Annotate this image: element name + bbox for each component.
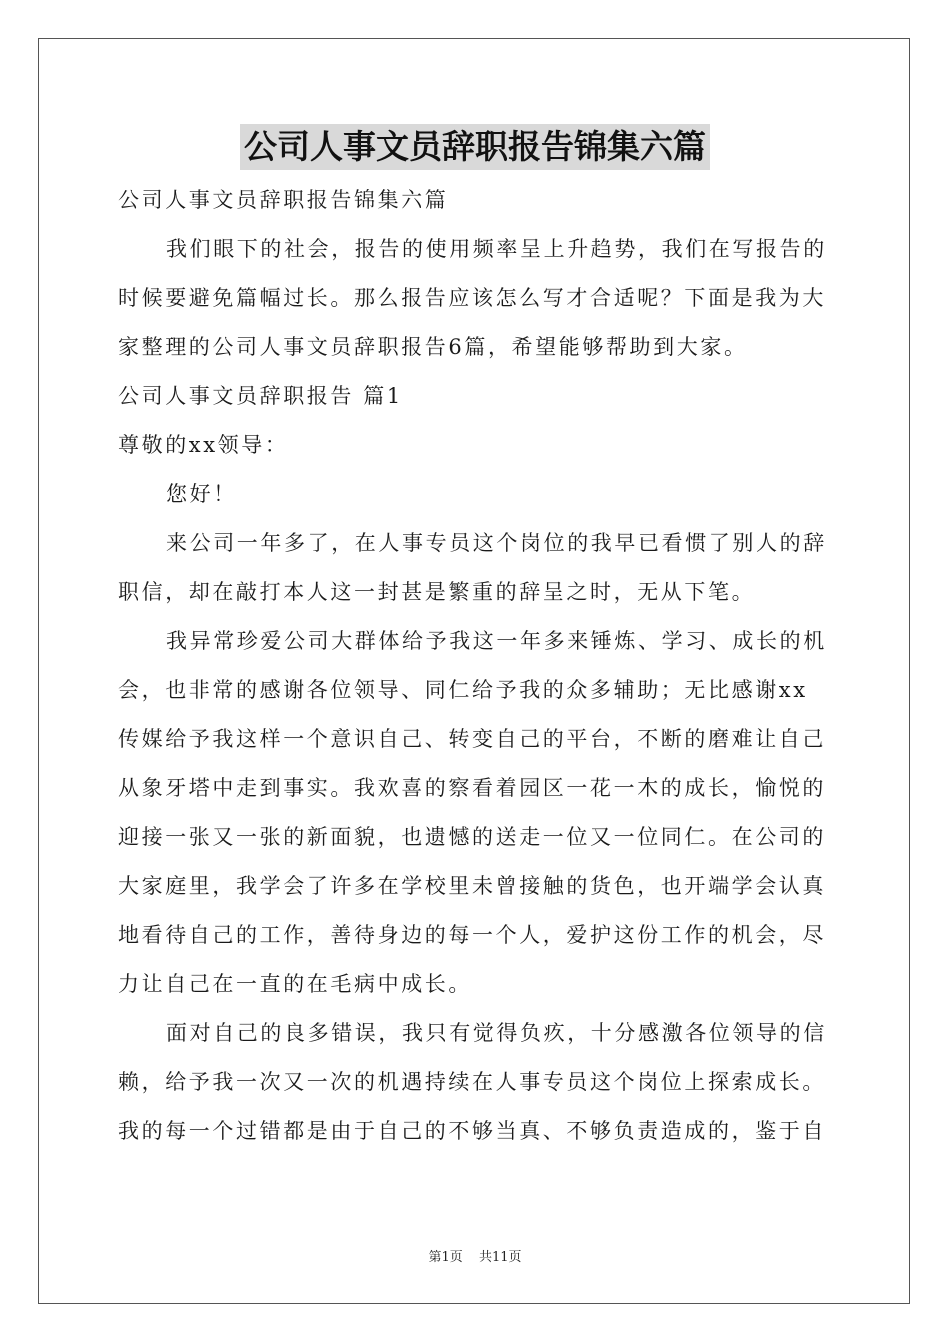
text-line: 面对自己的良多错误，我只有觉得负疚，十分感激各位领导的信 bbox=[166, 1021, 827, 1045]
text-line: 会，也非常的感谢各位领导、同仁给予我的众多辅助；无比感谢xx bbox=[118, 678, 808, 702]
text-line: 力让自己在一直的在毛病中成长。 bbox=[118, 972, 472, 996]
page-footer bbox=[0, 1246, 950, 1265]
text-line: 迎接一张又一张的新面貌，也遗憾的送走一位又一位同仁。在公司的 bbox=[118, 825, 826, 849]
text-line: 家整理的公司人事文员辞职报告6篇，希望能够帮助到大家。 bbox=[118, 335, 748, 359]
text-line: 时候要避免篇幅过长。那么报告应该怎么写才合适呢？下面是我为大 bbox=[118, 286, 826, 310]
page-current: 第1页 bbox=[428, 1250, 463, 1265]
text-line: 我异常珍爱公司大群体给予我这一年多来锤炼、学习、成长的机 bbox=[166, 629, 827, 653]
text-line: 我们眼下的社会，报告的使用频率呈上升趋势，我们在写报告的 bbox=[166, 237, 827, 261]
text-line: 尊敬的xx领导： bbox=[118, 433, 289, 457]
text-line: 您好！ bbox=[166, 482, 237, 506]
text-line: 地看待自己的工作，善待身边的每一个人，爱护这份工作的机会，尽 bbox=[118, 923, 826, 947]
text-line: 传媒给予我这样一个意识自己、转变自己的平台，不断的磨难让自己 bbox=[118, 727, 826, 751]
text-line: 赖，给予我一次又一次的机遇持续在人事专员这个岗位上探索成长。 bbox=[118, 1070, 826, 1094]
text-line: 大家庭里，我学会了许多在学校里未曾接触的货色，也开端学会认真 bbox=[118, 874, 826, 898]
title-container bbox=[0, 124, 950, 170]
document-body bbox=[118, 176, 834, 1156]
text-line: 公司人事文员辞职报告锦集六篇 bbox=[118, 188, 449, 212]
page-total: 共11页 bbox=[478, 1250, 522, 1265]
text-line: 职信，却在敲打本人这一封甚是繁重的辞呈之时，无从下笔。 bbox=[118, 580, 756, 604]
text-line: 公司人事文员辞职报告 篇1 bbox=[118, 384, 403, 408]
text-line: 我的每一个过错都是由于自己的不够当真、不够负责造成的，鉴于自 bbox=[118, 1119, 826, 1143]
text-line: 来公司一年多了，在人事专员这个岗位的我早已看惯了别人的辞 bbox=[166, 531, 827, 555]
text-line: 从象牙塔中走到事实。我欢喜的察看着园区一花一木的成长，愉悦的 bbox=[118, 776, 826, 800]
document-title: 公司人事文员辞职报告锦集六篇 bbox=[240, 124, 710, 170]
